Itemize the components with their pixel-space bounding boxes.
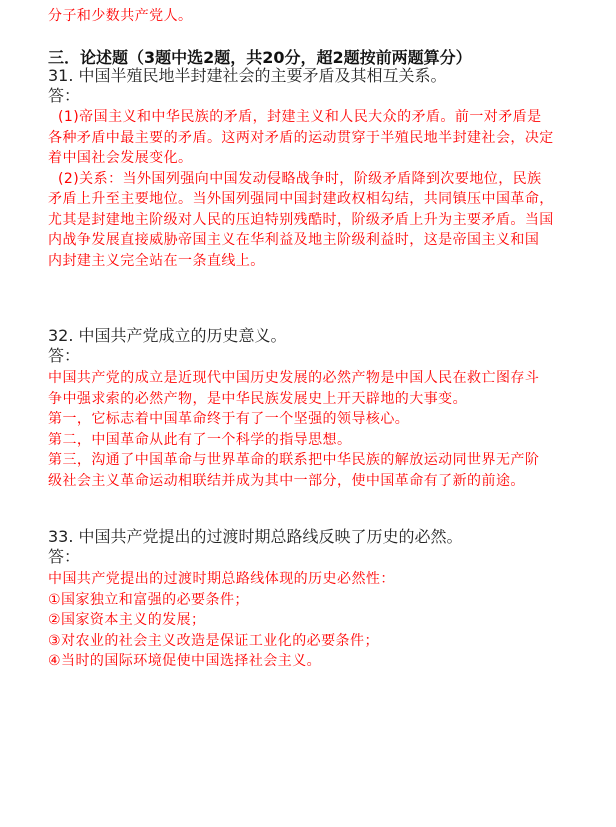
- answer-line: 级社会主义革命运动相联结并成为其中一部分，使中国革命有了新的前途。: [48, 472, 525, 489]
- question-number: 32.: [48, 326, 74, 345]
- section-heading: 三．论述题（3题中选2题，共20分，超2题按前两题算分）: [48, 48, 472, 67]
- question-number: 33.: [48, 527, 74, 546]
- question-text: 中国半殖民地半封建社会的主要矛盾及其相互关系。: [78, 66, 447, 85]
- answer-line: 中国共产党的成立是近现代中国历史发展的必然产物是中国人民在救亡图存斗: [48, 370, 540, 386]
- question-text: 中国共产党提出的过渡时期总路线反映了历史的必然。: [78, 527, 463, 546]
- answer-line: 着中国社会发展变化。: [48, 150, 193, 166]
- question-title: [48, 527, 582, 547]
- answer-line: 各种矛盾中最主要的矛盾。这两对矛盾的运动贯穿于半殖民地半封建社会，决定: [48, 129, 554, 146]
- answer-line: 中国共产党提出的过渡时期总路线体现的历史必然性：: [48, 571, 395, 587]
- answer-line: ②国家资本主义的发展；: [48, 612, 206, 628]
- answer-line: 内封建主义完全站在一条直线上。: [48, 252, 265, 269]
- answer-line: (2)关系：当外国列强向中国发动侵略战争时，阶级矛盾降到次要地位，民族: [58, 170, 542, 187]
- answer-line: 第一，它标志着中国革命终于有了一个坚强的领导核心。: [48, 411, 410, 427]
- answer-line: 第二，中国革命从此有了一个科学的指导思想。: [48, 431, 352, 448]
- answer-body: [48, 569, 582, 672]
- answer-label: 答：: [48, 86, 81, 105]
- answer-line: 争中强求索的必然产物，是中华民族发展史上开天辟地的大事变。: [48, 390, 468, 407]
- answer-line: 矛盾上升至主要地位。当外国列强同中国封建政权相勾结，共同镇压中国革命，: [48, 191, 554, 207]
- question-31: [48, 66, 582, 271]
- previous-answer-fragment: 分子和少数共产党人。: [48, 8, 193, 24]
- answer-line: 内战争发展直接威胁帝国主义在华利益及地主阶级利益时，这是帝国主义和国: [48, 232, 540, 248]
- question-number: 31.: [48, 66, 74, 85]
- question-title: [48, 326, 582, 346]
- answer-label: 答：: [48, 547, 81, 566]
- answer-body: [48, 107, 582, 271]
- answer-line: 尤其是封建地主阶级对人民的压迫特别残酷时，阶级矛盾上升为主要矛盾。当国: [48, 211, 554, 228]
- question-text: 中国共产党成立的历史意义。: [78, 326, 287, 345]
- question-title: [48, 66, 582, 86]
- answer-line: (1)帝国主义和中华民族的矛盾，封建主义和人民大众的矛盾。前一对矛盾是: [58, 109, 542, 125]
- answer-label: 答：: [48, 346, 81, 365]
- answer-line: 第三，沟通了中国革命与世界革命的联系把中华民族的解放运动同世界无产阶: [48, 452, 540, 468]
- answer-line: ①国家独立和富强的必要条件；: [48, 591, 249, 608]
- answer-line: ④当时的国际环境促使中国选择社会主义。: [48, 653, 322, 669]
- answer-body: [48, 368, 582, 491]
- answer-line: ③对农业的社会主义改造是保证工业化的必要条件；: [48, 632, 379, 649]
- question-32: [48, 326, 582, 491]
- question-33: [48, 527, 582, 672]
